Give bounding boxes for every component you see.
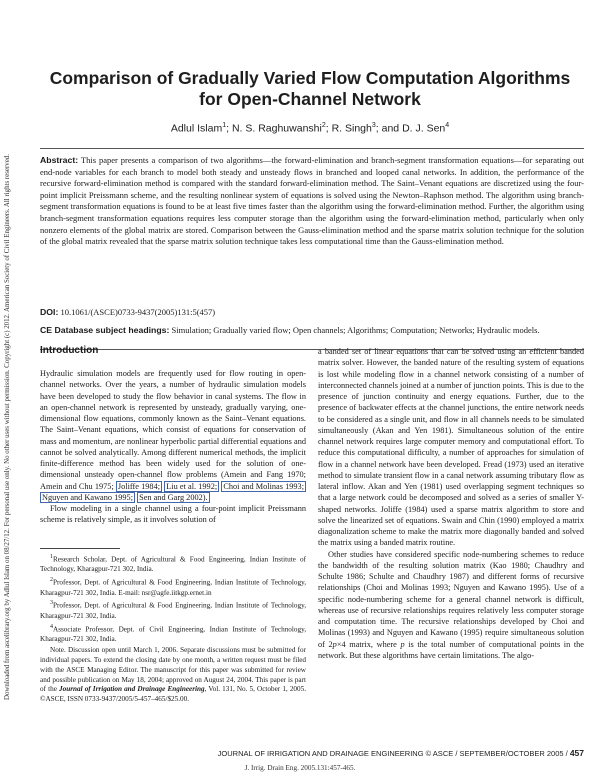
editorial-note — [40, 646, 306, 705]
citation-link[interactable]: Choi and Molinas 1993; — [223, 481, 305, 491]
footnote-mark: 3 — [50, 600, 53, 607]
author-affiliation-mark: 3 — [371, 122, 376, 129]
footnote — [40, 553, 306, 575]
author-name: Adlul Islam — [170, 122, 223, 135]
abstract-label: Abstract: — [40, 155, 79, 165]
author-separator: ; — [375, 122, 382, 135]
doi — [40, 307, 584, 319]
footnote-text: Associate Professor, Dept. of Civil Engineering, Indian Institute of Technology, Kharagpur-721 302, India. — [40, 625, 306, 643]
footnote-text: Professor, Dept. of Agricultural & Food Engineering, Indian Institute of Technology, Kharagpur-721 302, India. — [40, 601, 306, 620]
footnote-mark: 4 — [50, 623, 53, 630]
running-footer — [0, 748, 584, 758]
footer-journal: JOURNAL OF IRRIGATION AND DRAINAGE ENGINEERING © ASCE / SEPTEMBER/OCTOBER 2005 / — [217, 749, 570, 758]
math-variable: p — [332, 639, 337, 649]
paragraph: a banded set of linear equations that can be solved using an efficient banded matrix solver. However, the banded nature of the resulting system of equations is lost while modeling flow in a channel network consisting of a number of interconnected channels joined at a number of junction points. This is due to the presence of junction continuity and energy equations. Further, due to the presence of backwater effects at the channel junctions, the entire network needs to be considered as a single unit, and flow in all channels needs to be simulated simultaneously (Akan and Yen 1981). Simultaneous solution of the entire channel network requires large computer memory and computational effort. To reduce this computational difficulty, a number of approaches for simulation of flow in a channel network have been developed. Fread (1973) used an iterative method to simulate transient flow in a canal network assuming tributary flow as lateral inflow. Akan and Yen (1981) used overlapping segment techniques so that a large network could be decomposed and solved as a series of smaller Y-shaped networks. Joliffe (1984) used a sparse matrix algorithm to store and solve the linearized set of equations. Swain and Chin (1990) employed a matrix diagonalization scheme to make the matrix more diagonally banded and solved the matrix using a banded matrix routine. — [318, 347, 584, 548]
footnote — [40, 576, 306, 598]
right-column — [318, 346, 584, 661]
journal-name: Journal of Irrigation and Drainage Engineering — [59, 685, 205, 694]
paragraph-text: Hydraulic simulation models are frequently used for flow routing in open-channel networks. Over the years, a number of hydraulic simulation models have been developed to study the flow behavior in canal systems. The flow in an open-channel network is represented by unsteady, gradually varying, one-dimensional flow equations, commonly known as the Saint–Venant equations. The Saint–Venant equations, which consist of equations for conservation of mass and momentum, are nonlinear hyperbolic partial differential equations and cannot be solved analytically. Among different numerical methods, the implicit finite-difference method has been widely used for the solution of one-dimensional unsteady open-channel flow problems (Amein and Fang 1970; Amein and Chu 1975; — [40, 369, 306, 491]
math-variable: p — [400, 639, 405, 649]
citation-line: J. Irrig. Drain Eng. 2005.131:457-465. — [244, 764, 356, 772]
note-text: , Vol. 131, No. 5, October 1, 2005. ©ASCE, ISSN 0733-9437/2005/5-457–465/$25.00. — [40, 685, 307, 704]
abstract — [40, 155, 584, 248]
author-affiliation-mark: 4 — [445, 122, 450, 129]
author-name: D. J. Sen — [402, 122, 446, 135]
top-rule — [40, 148, 584, 149]
footnote-text: Professor, Dept. of Agricultural & Food Engineering, Indian Institute of Technology, Kharagpur-721 302, India. E-mail: nsr@agfe.iitkgp.ernet.in — [40, 578, 306, 597]
footnote-text: Research Scholar, Dept. of Agricultural & Food Engineering, Indian Institute of Technology, Kharagpur-721 302, India. — [40, 555, 306, 574]
subject-headings-value: Simulation; Gradually varied flow; Open channels; Algorithms; Computation; Networks; Hydraulic models. — [171, 325, 540, 335]
author-separator: ; — [325, 122, 332, 135]
footnote — [40, 599, 306, 621]
abstract-text: This paper presents a comparison of two algorithms—the forward-elimination and branch-segment transformation equations—for separating out end-node variables for each branch to model both steady and unsteady flows in branched and looped canal networks. In addition, the performance of the recursive forward-elimination method is compared with the standard forward-elimination method. The Saint–Venant equations are discretized using the four-point implicit Preissmann scheme, and the resulting nonlinear system of equations is solved using the Newton–Raphson method. The algorithm using branch-segment transformation equations is found to be at least five times faster than the algorithm using the forward-elimination method. Further, the algorithm using branch-segment transformation equations requires less computer storage than the algorithm using the forward-elimination method, particularly when only nonzero elements of the global matrix are stored. Comparison between the Gauss-elimination method and the sparse matrix solution technique for the solution of the global matrix revealed that the sparse matrix solution technique takes less computational time than the Gauss-elimination method. — [40, 155, 584, 247]
author-affiliation-mark: 1 — [222, 122, 227, 129]
paragraph-text: is the total number of computational points in the network. But these algorithms have certain limitations. The algo- — [318, 639, 584, 660]
paper-title: Comparison of Gradually Varied Flow Computation Algorithms for Open-Channel Network — [49, 68, 571, 109]
subject-headings — [40, 325, 584, 337]
citation-link[interactable]: Liu et al. 1992; — [166, 481, 218, 491]
author-affiliation-mark: 2 — [321, 122, 326, 129]
section-heading: Introduction — [40, 345, 99, 356]
paragraph — [40, 368, 306, 503]
citation-link[interactable]: Nguyen and Kawano 1995; — [42, 492, 134, 502]
paragraph: Flow modeling in a single channel using a four-point implicit Preissmann scheme is relatively simple, as it involves solution of — [40, 504, 306, 525]
author-separator: ; — [226, 122, 232, 135]
download-notice — [3, 40, 13, 700]
footnote-mark: 2 — [50, 577, 53, 584]
author-conjunction: and — [381, 122, 403, 135]
doi-label: DOI: — [40, 307, 59, 317]
paragraph-text: ×4 matrix, where — [336, 639, 401, 649]
author-name: R. Singh — [331, 122, 372, 135]
paragraph-text: Other studies have considered specific node-numbering schemes to reduce the bandwidth of the resulting solution matrix (Kao 1980; Chaudhry and Schulte 1986; Schulte and Chaudhry 1987) and different forms of recursive relationships (Choi and Molinas 1993; Nguyen and Kawano 1995). Use of a specific node-numbering scheme for a general channel network is difficult, whereas use of recursive relationships requires relatively less computer storage and computation time. The recursive relationships developed by Choi and Molinas (1993) and Nguyen and Kawano (1995) require simultaneous solution of 2 — [318, 549, 584, 649]
paragraph — [318, 549, 584, 662]
citation-link[interactable]: Joliffe 1984; — [117, 481, 161, 491]
footnote-mark: 1 — [50, 554, 53, 560]
doi-value[interactable]: 10.1061/(ASCE)0733-9437(2005)131:5(457) — [60, 307, 216, 317]
page-number: 457 — [569, 748, 584, 758]
download-notice-text: Downloaded from ascelibrary.org by Adlul Islam on 08/27/12. For personal use only. No other uses without permission. Copyright (c) 2012. American Society of Civil Engineers. All rights reserved. — [4, 154, 11, 700]
author-name: N. S. Raghuwanshi — [231, 122, 322, 135]
left-column — [40, 344, 306, 526]
footnote-rule — [40, 548, 120, 549]
footnote — [40, 623, 306, 645]
subject-headings-label: CE Database subject headings: — [40, 325, 170, 335]
author-list — [40, 122, 580, 135]
citation-link[interactable]: Sen and Garg 2002). — [139, 492, 208, 502]
footnotes — [40, 553, 306, 706]
note-text: Note. Discussion open until March 1, 2006. Separate discussions must be submitted for individual papers. To extend the closing date by one month, a written request must be filed with the ASCE Managing Editor. The manuscript for this paper was submitted for review and possible publication on May 18, 2004; approved on August 24, 2004. This paper is part of the — [40, 645, 306, 694]
